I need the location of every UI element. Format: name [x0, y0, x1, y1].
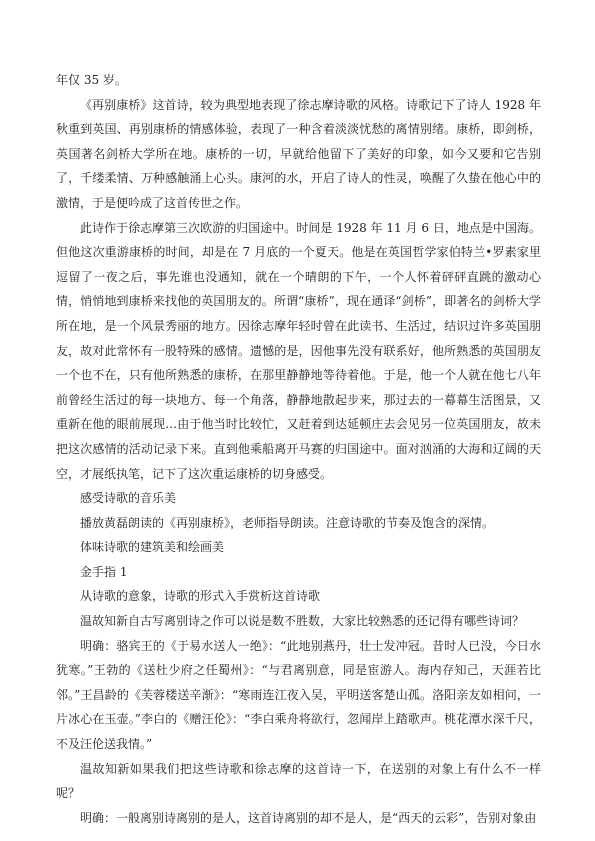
paragraph-answer-poems: 明确：骆宾王的《于易水送人一绝》：“此地别燕丹，壮士发冲冠。昔时人已没，今日水犹寒。”王勃的《送杜少府之任蜀州》：“与君离别意，同是宦游人。海内存知己，天涯若比邻。”王昌龄的《芙蓉楼送辛渐》：“寒雨连江夜入吴，平明送客楚山孤。洛阳亲友如相问，一片冰心在玉壶。”李白的《赠汪伦》：“李白乘舟将欲行，忽闻岸上踏歌声。桃花潭水深千尺，不及汪伦送我情。”	[56, 638, 541, 752]
heading-golden-finger: 金手指 1	[80, 564, 128, 579]
paragraph-answer-object: 明确：一般离别诗离别的是人，这首诗离别的却不是人，是“西天的云彩”，告别对象由	[80, 810, 537, 825]
paragraph-reading: 播放黄磊朗读的《再别康桥》，老师指导朗读。注意诗歌的节奏及饱含的深情。	[80, 515, 495, 530]
paragraph-age: 年仅 35 岁。	[56, 73, 127, 87]
heading-architecture-beauty: 体味诗歌的建筑美和绘画美	[80, 540, 225, 555]
paragraph-analysis-approach: 从诗歌的意象，诗歌的形式入手赏析这首诗歌	[80, 589, 321, 604]
heading-music-beauty: 感受诗歌的音乐美	[80, 491, 177, 506]
paragraph-poem-intro: 《再别康桥》这首诗，较为典型地表现了徐志摩诗歌的风格。诗歌记下了诗人 1928 年秋重到英国、再别康桥的情感体验，表现了一种含着淡淡忧愁的离情别绪。康桥，即剑桥，英国著名剑桥大学所在地。康桥的一切，早就给他留下了美好的印象，如今又要和它告别了，千缕柔情、万种感触涌上心头。康河的水，开启了诗人的性灵，唤醒了久蛰在他心中的激情，于是便吟成了这首传世之作。	[56, 97, 541, 210]
paragraph-comparison-question: 温故知新如果我们把这些诗歌和徐志摩的这首诗一下，在送别的对象上有什么不一样呢？	[56, 761, 541, 801]
paragraph-review-question: 温故知新自古写离别诗之作可以说是数不胜数，大家比较熟悉的还记得有哪些诗词？	[80, 614, 525, 629]
paragraph-background: 此诗作于徐志摩第三次欧游的归国途中。时间是 1928 年 11 月 6 日，地点是中国海。但他这次重游康桥的时间，却是在 7 月底的一个夏天。他是在英国哲学家伯特兰•罗素家里逗留了一夜之后，事先谁也没通知，就在一个晴朗的下午，一个人怀着砰砰直跳的激动心情，悄悄地到康桥来找他的英国朋友的。所谓“康桥”，现在通译“剑桥”，即著名的剑桥大学所在地，是一个风景秀丽的地方。因徐志摩年轻时曾在此读书、生活过，结识过许多英国朋友，故对此常怀有一股特殊的感情。遗憾的是，因他事先没有联系好，他所熟悉的英国朋友一个也不在，只有他所熟悉的康桥，在那里静静地等待着他。于是，他一个人就在他七八年前曾经生活过的每一块地方、每一个角落，静静地散起步来，那过去的一幕幕生活图景，又重新在他的眼前展现…由于他当时比较忙，又赶着到达延顿庄去会见另一位英国朋友，故未把这次感情的活动记录下来。直到他乘船离开马赛的归国途中。面对汹涌的大海和辽阔的天空，才展纸执笔，记下了这次重运康桥的切身感受。	[56, 220, 541, 481]
